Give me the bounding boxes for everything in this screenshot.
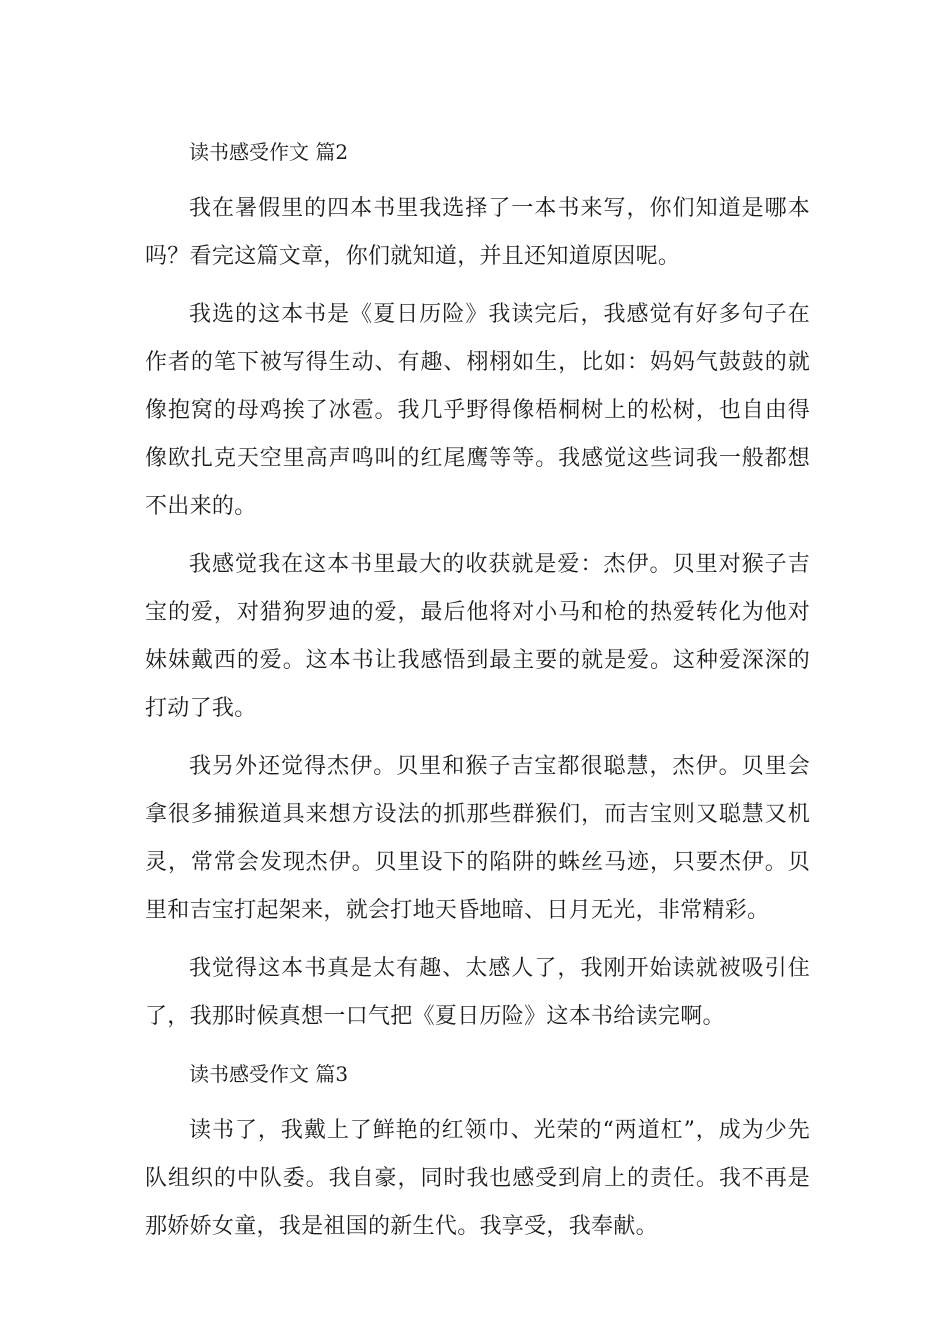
paragraph: 读书了，我戴上了鲜艳的红领巾、光荣的“两道杠”，成为少先队组织的中队委。我自豪，同时我也感受到肩上的责任。我不再是那娇娇女童，我是祖国的新生代。我享受，我奉献。 [145,1118,810,1239]
section-heading: 读书感受作文 篇3 [189,1062,349,1086]
paragraph: 我感觉我在这本书里最大的收获就是爱：杰伊。贝里对猴子吉宝的爱，对猎狗罗迪的爱，最后他将对小马和枪的热爱转化为他对妹妹戴西的爱。这本书让我感悟到最主要的就是爱。这种爱深深的打动了我。 [145,552,810,721]
section-2 [145,131,810,1041]
document-body [145,128,810,1261]
paragraph: 我在暑假里的四本书里我选择了一本书来写，你们知道是哪本吗？看完这篇文章，你们就知道，并且还知道原因呢。 [145,196,810,269]
paragraph: 我选的这本书是《夏日历险》我读完后，我感觉有好多句子在作者的笔下被写得生动、有趣、栩栩如生，比如：妈妈气鼓鼓的就像抱窝的母鸡挨了冰雹。我几乎野得像梧桐树上的松树，也自由得像欧扎克天空里高声鸣叫的红尾鹰等等。我感觉这些词我一般都想不出来的。 [145,302,810,519]
paragraph: 我觉得这本书真是太有趣、太感人了，我刚开始读就被吸引住了，我那时候真想一口气把《夏日历险》这本书给读完啊。 [145,956,810,1029]
section-heading: 读书感受作文 篇2 [189,140,349,164]
section-3 [145,1053,810,1251]
paragraph: 我另外还觉得杰伊。贝里和猴子吉宝都很聪慧，杰伊。贝里会拿很多捕猴道具来想方设法的抓那些群猴们，而吉宝则又聪慧又机灵，常常会发现杰伊。贝里设下的陷阱的蛛丝马迹，只要杰伊。贝里和吉宝打起架来，就会打地天昏地暗、日月无光，非常精彩。 [145,754,810,923]
